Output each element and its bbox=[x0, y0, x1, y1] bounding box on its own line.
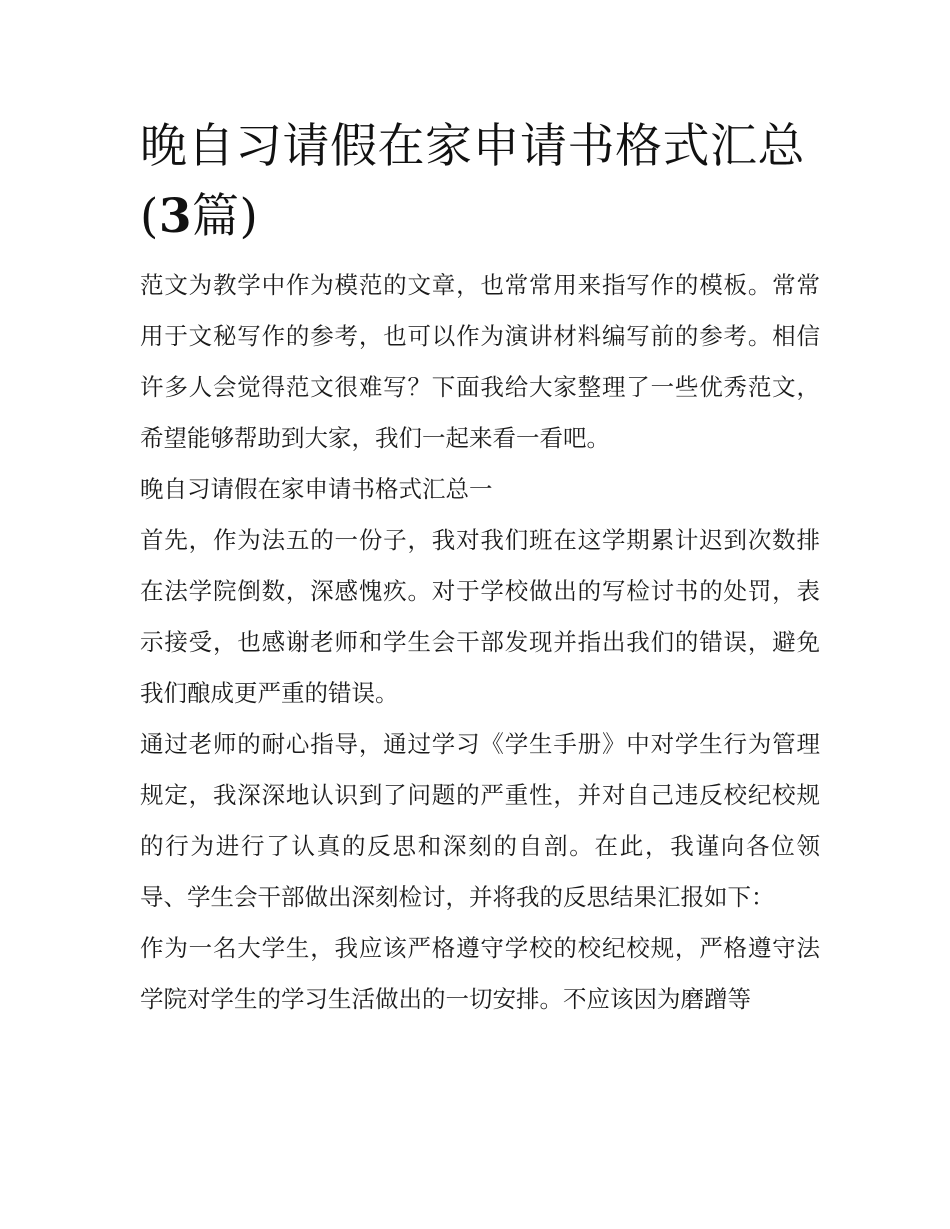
title-number: 3 bbox=[158, 189, 193, 244]
document-title: 晚自习请假在家申请书格式汇总(3篇) bbox=[140, 119, 805, 244]
body-paragraph: 通过老师的耐心指导，通过学习《学生手册》中对学生行为管理规定，我深深地认识到了问题的严重性，并对自己违反校纪校规的行为进行了认真的反思和深刻的自剖。在此，我谨向各位领导、学生会干部做出深刻检讨，并将我的反思结果汇报如下： bbox=[140, 730, 820, 911]
document-content bbox=[140, 112, 820, 1025]
intro-paragraph: 范文为教学中作为模范的文章，也常常用来指写作的模板。常常用于文秘写作的参考，也可以作为演讲材料编写前的参考。相信许多人会觉得范文很难写？下面我给大家整理了一些优秀范文，希望能够帮助到大家，我们一起来看一看吧。 bbox=[140, 271, 820, 452]
section-heading: 晚自习请假在家申请书格式汇总一 bbox=[140, 475, 493, 503]
body-paragraph: 首先，作为法五的一份子，我对我们班在这学期累计迟到次数排在法学院倒数，深感愧疚。对于学校做出的写检讨书的处罚，表示接受，也感谢老师和学生会干部发现并指出我们的错误，避免我们酿成更严重的错误。 bbox=[140, 526, 820, 707]
body-paragraph: 作为一名大学生，我应该严格遵守学校的校纪校规，严格遵守法学院对学生的学习生活做出的一切安排。不应该因为磨蹭等 bbox=[140, 934, 820, 1013]
